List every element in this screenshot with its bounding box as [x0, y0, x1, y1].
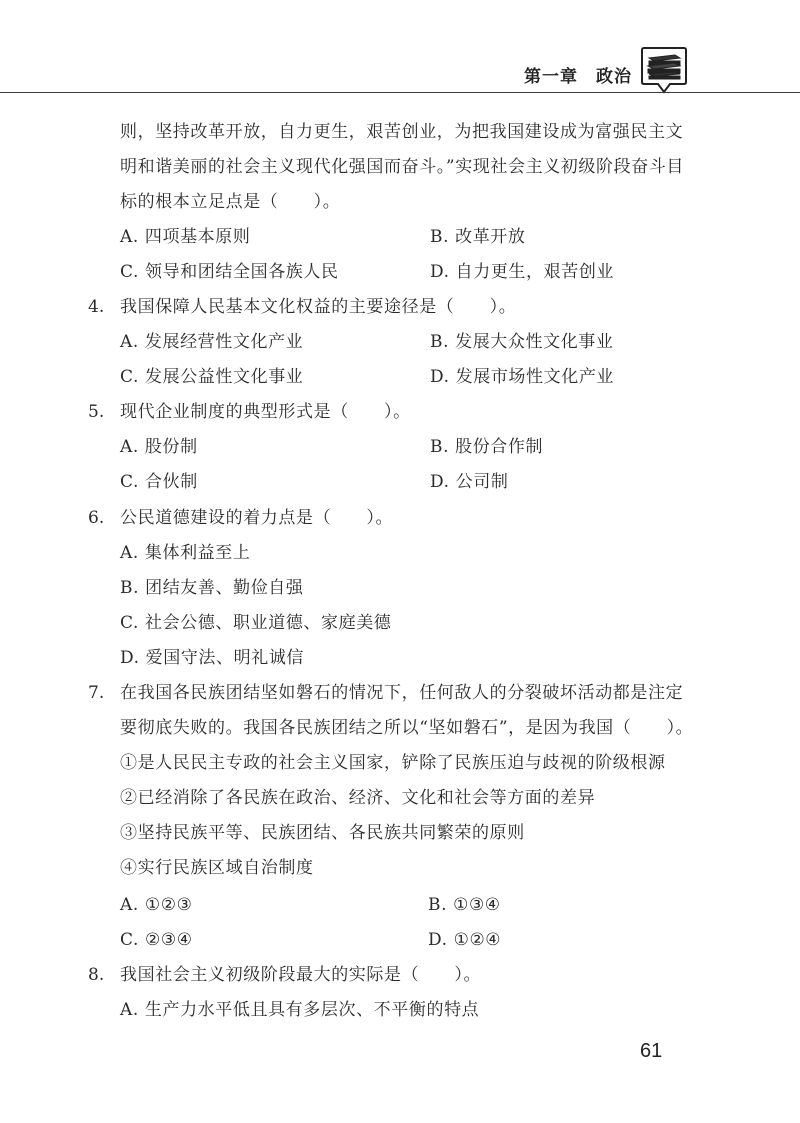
q4-option-a: A. 发展经营性文化产业: [120, 332, 304, 352]
q7-stem-line-1: 在我国各民族团结坚如磐石的情况下，任何敌人的分裂破坏活动都是注定: [120, 683, 684, 703]
q4-option-c: C. 发展公益性文化事业: [120, 367, 304, 387]
q7-number: 7.: [88, 683, 105, 703]
q8-stem: 我国社会主义初级阶段最大的实际是（ ）。: [120, 965, 482, 985]
q3-option-a: A. 四项基本原则: [120, 227, 251, 247]
q4-number: 4.: [88, 297, 105, 317]
q3-text-line-1: 则，坚持改革开放，自力更生，艰苦创业，为把我国建设成为富强民主文: [120, 122, 684, 142]
q4-option-b: B. 发展大众性文化事业: [430, 332, 614, 352]
header-rule: [0, 92, 800, 93]
q5-number: 5.: [88, 402, 105, 422]
q5-option-c: C. 合伙制: [120, 472, 198, 492]
q3-option-b: B. 改革开放: [430, 227, 526, 247]
q7-option-c: C. ②③④: [120, 930, 193, 950]
q3-text-line-2: 明和谐美丽的社会主义现代化强国而奋斗。”实现社会主义初级阶段奋斗目: [120, 157, 684, 177]
q5-option-a: A. 股份制: [120, 437, 198, 457]
q3-option-c: C. 领导和团结全国各族人民: [120, 262, 339, 282]
page-number: 61: [640, 1040, 663, 1062]
q7-item-2: ②已经消除了各民族在政治、经济、文化和社会等方面的差异: [120, 788, 596, 808]
q7-item-1: ①是人民民主专政的社会主义国家，铲除了民族压迫与歧视的阶级根源: [120, 753, 666, 773]
chapter-title: 第一章 政治: [524, 67, 632, 87]
q4-option-d: D. 发展市场性文化产业: [430, 367, 615, 387]
q7-item-3: ③坚持民族平等、民族团结、各民族共同繁荣的原则: [120, 823, 525, 843]
q6-option-c: C. 社会公德、职业道德、家庭美德: [120, 613, 392, 633]
q5-option-b: B. 股份合作制: [430, 437, 544, 457]
q6-option-a: A. 集体利益至上: [120, 543, 251, 563]
q3-text-line-3: 标的根本立足点是（ ）。: [120, 192, 341, 212]
q7-option-d: D. ①②④: [428, 930, 502, 950]
q4-stem: 我国保障人民基本文化权益的主要途径是（ ）。: [120, 297, 517, 317]
q7-option-b: B. ①③④: [428, 895, 501, 915]
q7-option-a: A. ①②③: [120, 895, 193, 915]
q6-option-d: D. 爱国守法、明礼诚信: [120, 648, 305, 668]
q3-option-d: D. 自力更生，艰苦创业: [430, 262, 615, 282]
q8-number: 8.: [88, 965, 105, 985]
q7-stem-line-2: 要彻底失败的。我国各民族团结之所以“坚如磐石”，是因为我国（ ）。: [120, 718, 694, 738]
q8-option-a: A. 生产力水平低且具有多层次、不平衡的特点: [120, 1000, 480, 1020]
q6-option-b: B. 团结友善、勤俭自强: [120, 578, 304, 598]
q6-number: 6.: [88, 508, 105, 528]
q7-item-4: ④实行民族区域自治制度: [120, 858, 314, 878]
q6-stem: 公民道德建设的着力点是（ ）。: [120, 508, 394, 528]
q5-stem: 现代企业制度的典型形式是（ ）。: [120, 402, 411, 422]
page-header: [0, 0, 800, 100]
q5-option-d: D. 公司制: [430, 472, 509, 492]
